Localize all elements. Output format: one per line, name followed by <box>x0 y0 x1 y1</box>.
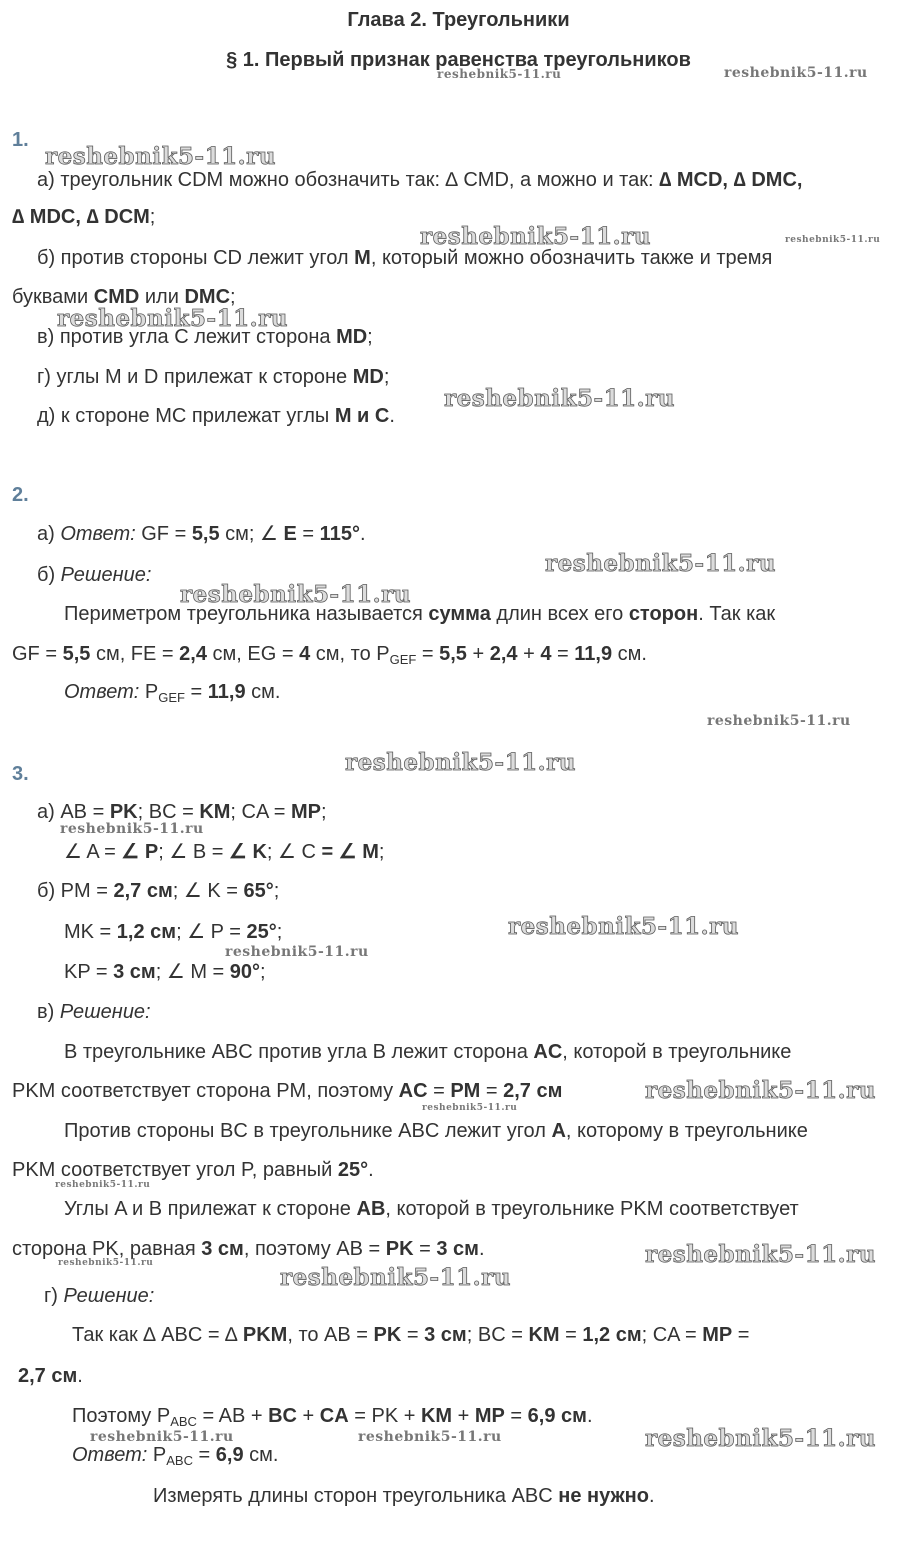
watermark: reshebnik5-11.ru <box>280 1264 511 1291</box>
watermark: reshebnik5-11.ru <box>545 550 776 577</box>
task3-line-v2: PKM соответствует сторона PM, поэтому AC = PM = 2,7 см <box>12 1080 563 1102</box>
task1-line-d: д) к стороне MC прилежат углы M и C. <box>37 405 395 427</box>
watermark: reshebnik5-11.ru <box>724 65 868 81</box>
task3-line-v5: Углы A и B прилежат к стороне AB, которой в треугольнике PKM соответствует <box>64 1198 799 1220</box>
watermark: reshebnik5-11.ru <box>55 1180 151 1190</box>
task3-line-b1: б) PM = 2,7 см; ∠ K = 65°; <box>37 880 280 902</box>
task3-line-v1: В треугольнике ABC против угла B лежит сторона AC, которой в треугольнике <box>64 1041 792 1063</box>
watermark: reshebnik5-11.ru <box>358 1429 502 1445</box>
task2-answer: Ответ: $P_{GEF} = 11,9$ см. <box>64 681 281 705</box>
task1-line-b2: буквами CMD или DMC; <box>12 286 236 308</box>
task3-line-b3: KP = 3 см; ∠ M = 90°; <box>64 961 266 983</box>
task2-line-p1: Периметром треугольника называется сумма длин всех его сторон. Так как <box>64 603 776 625</box>
task3-note: Измерять длины сторон треугольника ABC не нужно. <box>153 1485 655 1507</box>
watermark: reshebnik5-11.ru <box>645 1077 876 1104</box>
task3-line-g1: Так как ∆ ABC = ∆ PKM, то AB = PK = 3 см; BC = KM = 1,2 см; CA = MP = <box>72 1324 750 1346</box>
watermark: reshebnik5-11.ru <box>707 713 851 729</box>
watermark: reshebnik5-11.ru <box>785 235 881 245</box>
task3-line-v: в) Решение: <box>37 1001 151 1023</box>
section-title: § 1. Первый признак равенства треугольников <box>226 49 691 71</box>
watermark: reshebnik5-11.ru <box>60 821 204 837</box>
watermark: reshebnik5-11.ru <box>508 913 739 940</box>
watermark: reshebnik5-11.ru <box>645 1425 876 1452</box>
task3-line-v4: PKM соответствует угол P, равный 25°. <box>12 1159 374 1181</box>
task3-line-a2: ∠ A = ∠ P; ∠ B = ∠ K; ∠ C = ∠ M; <box>64 841 385 863</box>
task-number: 3. <box>12 763 29 785</box>
task1-line-a1: а) треугольник CDM можно обозначить так: ∆ CMD, а можно и так: ∆ MCD, ∆ DMC, <box>37 169 803 191</box>
watermark: reshebnik5-11.ru <box>225 944 369 960</box>
task3-line-g2: 2,7 см. <box>18 1365 83 1387</box>
task-number: 1. <box>12 129 29 151</box>
task2-line-a: а) Ответ: GF = 5,5 см; ∠ E = 115°. <box>37 523 366 545</box>
task1-line-v: в) против угла C лежит сторона MD; <box>37 326 373 348</box>
task2-line-b: б) Решение: <box>37 564 152 586</box>
watermark: reshebnik5-11.ru <box>90 1429 234 1445</box>
chapter-title: Глава 2. Треугольники <box>347 9 570 31</box>
task3-line-g3: Поэтому $P_{ABC}$ = AB + BC + CA = PK + KM + MP = 6,9 см. <box>72 1405 593 1429</box>
task-number: 2. <box>12 484 29 506</box>
task1-line-a2: ∆ MDC, ∆ DCM; <box>12 206 156 228</box>
watermark: reshebnik5-11.ru <box>444 385 675 412</box>
watermark: reshebnik5-11.ru <box>180 581 411 608</box>
watermark: reshebnik5-11.ru <box>420 223 651 250</box>
task3-line-a1: а) AB = PK; BC = KM; CA = MP; <box>37 801 327 823</box>
task3-line-b2: MK = 1,2 см; ∠ P = 25°; <box>64 921 283 943</box>
task3-line-v6: сторона PK, равная 3 см, поэтому AB = PK = 3 см. <box>12 1238 485 1260</box>
watermark: reshebnik5-11.ru <box>345 749 576 776</box>
task1-line-b1: б) против стороны CD лежит угол M, который можно обозначить также и тремя <box>37 247 773 269</box>
watermark: reshebnik5-11.ru <box>645 1241 876 1268</box>
task3-line-g: г) Решение: <box>44 1285 155 1307</box>
watermark: reshebnik5-11.ru <box>437 67 562 81</box>
watermark: reshebnik5-11.ru <box>58 1258 154 1268</box>
task3-line-v3: Против стороны BC в треугольнике ABC лежит угол A, которому в треугольнике <box>64 1120 808 1142</box>
watermark: reshebnik5-11.ru <box>57 305 288 332</box>
task2-line-p2: GF = 5,5 см, FE = 2,4 см, EG = 4 см, то $P_{GEF} = 5,5 + 2,4 + 4 = 11,9$ см. <box>12 643 647 667</box>
watermark: reshebnik5-11.ru <box>422 1103 518 1113</box>
task3-answer: Ответ: $P_{ABC} = 6,9$ см. <box>72 1444 279 1468</box>
watermark: reshebnik5-11.ru <box>45 143 276 170</box>
task1-line-g: г) углы M и D прилежат к стороне MD; <box>37 366 390 388</box>
